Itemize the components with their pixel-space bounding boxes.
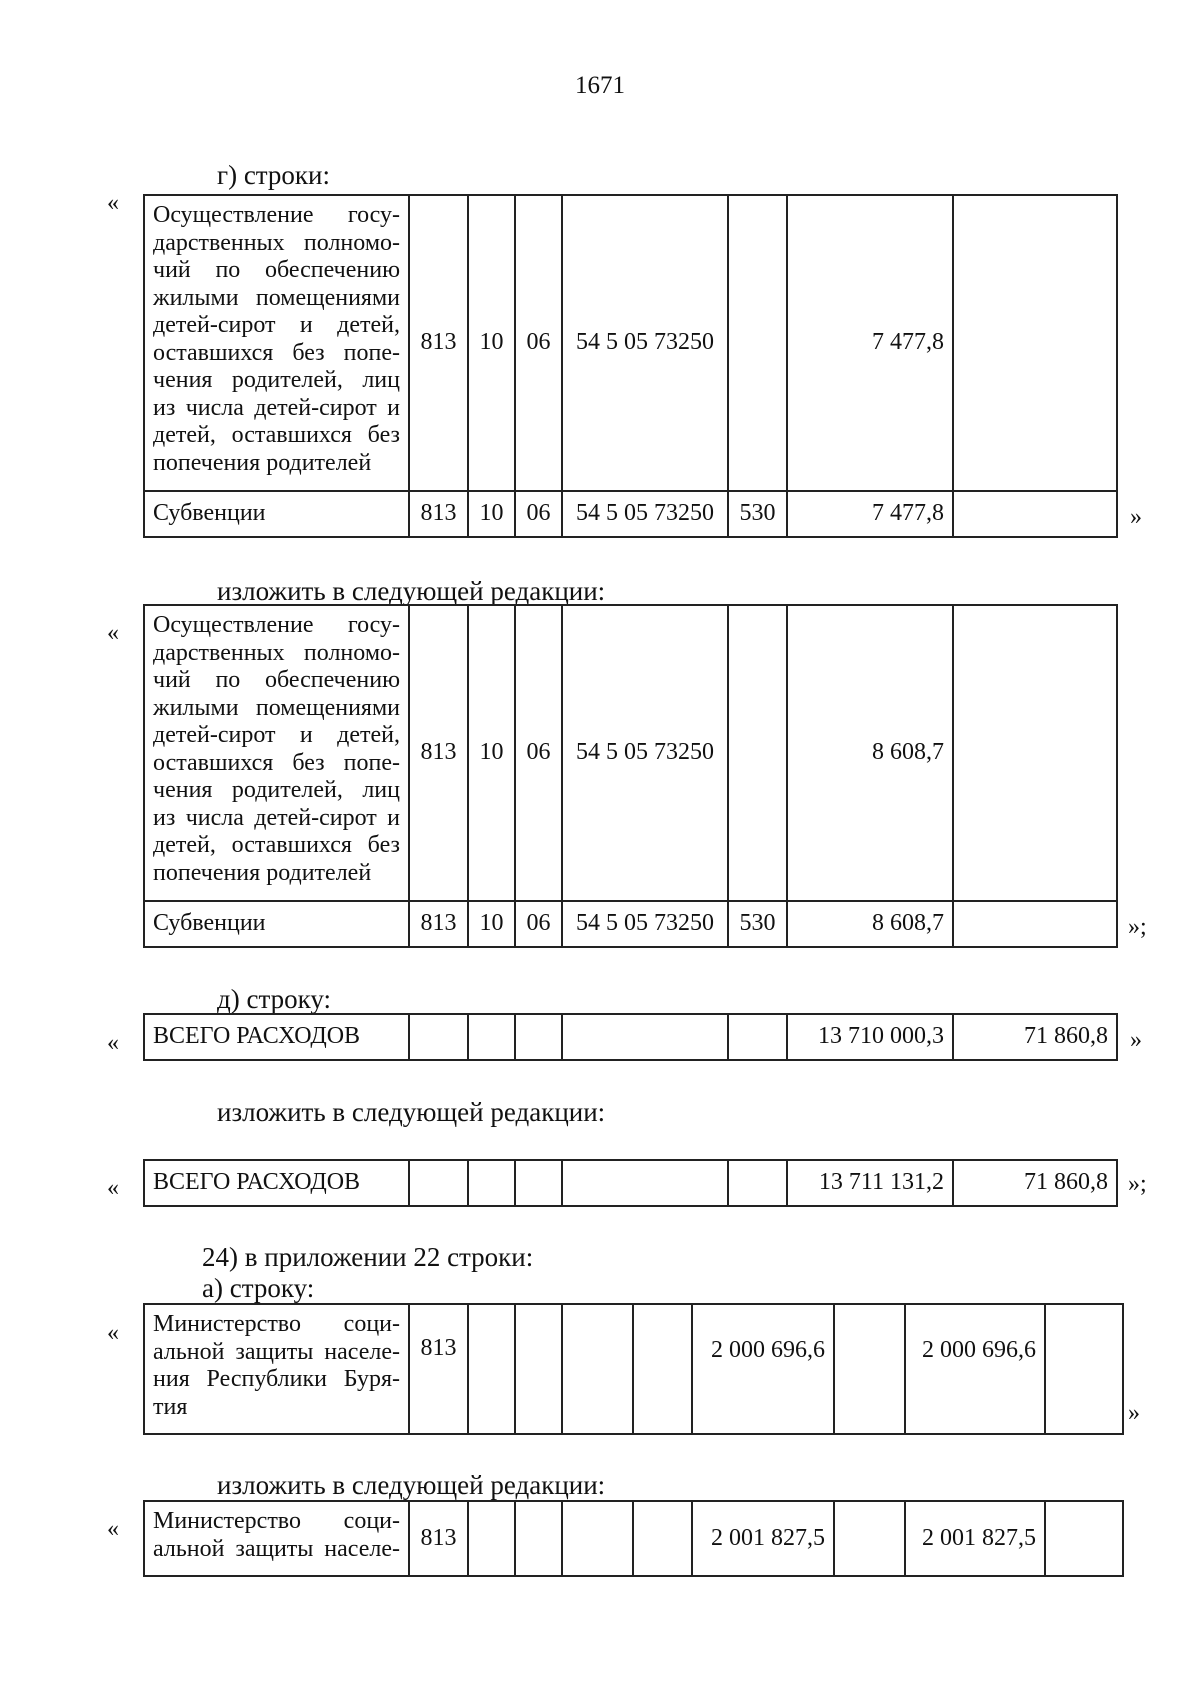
empty-cell [468,1014,515,1060]
name-line: альной защиты населе- [153,1535,400,1562]
name-line: Министерство соци- [153,1311,400,1337]
sum1-cell: 13 711 131,2 [787,1160,953,1206]
empty-cell [633,1304,692,1434]
sum1-cell: 2 000 696,6 [692,1304,834,1434]
table-row [144,491,1117,537]
empty-cell [562,1501,633,1576]
empty-cell [515,1014,562,1060]
empty-cell [1045,1304,1123,1434]
name-line: оставшихся без попе- [153,339,400,366]
sum2-cell: 71 860,8 [953,1160,1117,1206]
csr-cell: 54 5 05 73250 [562,491,728,537]
csr-cell: 54 5 05 73250 [562,195,728,491]
row-name-cell: Субвенции [144,491,409,537]
table-row [144,1304,1123,1434]
sum1-cell: 7 477,8 [787,491,953,537]
sum2-cell: 2 000 696,6 [905,1304,1045,1434]
table-g-original [143,194,1118,538]
table-row [144,1014,1117,1060]
row-name-cell [144,605,409,901]
name-line: дарственных полномо- [153,639,400,666]
grbs-cell: 813 [409,901,468,947]
name-line: из числа детей-сирот и [153,394,400,421]
vr-cell [728,195,787,491]
name-line: попечения родителей [153,859,372,886]
empty-cell [562,1014,728,1060]
rz-cell: 10 [468,195,515,491]
empty-cell [409,1160,468,1206]
table-row [144,605,1117,901]
table-row [144,1501,1123,1576]
name-line: детей, оставшихся без [153,832,400,858]
empty-cell [633,1501,692,1576]
grbs-cell: 813 [409,605,468,901]
section-heading-edit: изложить в следующей редакции: [217,576,606,606]
sum1-cell: 7 477,8 [787,195,953,491]
sum1-cell: 8 608,7 [787,901,953,947]
table-a-new [143,1500,1124,1577]
pr-cell: 06 [515,491,562,537]
open-quote: « [107,620,119,646]
sum2-cell [953,605,1117,901]
table-d-new [143,1159,1118,1207]
empty-cell [515,1160,562,1206]
name-line: детей, оставшихся без [153,422,400,448]
table-g-new [143,604,1118,948]
section-heading-edit: изложить в следующей редакции: [217,1470,606,1500]
grbs-cell: 813 [409,195,468,491]
table-row [144,901,1117,947]
empty-cell [562,1160,728,1206]
empty-cell [468,1160,515,1206]
open-quote: « [107,1175,119,1201]
row-name-cell: ВСЕГО РАСХОДОВ [144,1160,409,1206]
sum1-cell: 8 608,7 [787,605,953,901]
open-quote: « [107,190,119,216]
csr-cell: 54 5 05 73250 [562,901,728,947]
name-line: чения родителей, лиц [153,367,400,393]
grbs-cell: 813 [409,1304,468,1434]
empty-cell [728,1160,787,1206]
name-line: Осуществление госу- [153,612,400,638]
section-heading-a: а) строку: [202,1273,315,1303]
table-row [144,195,1117,491]
empty-cell [834,1501,905,1576]
name-line: попечения родителей [153,449,372,476]
row-name-cell [144,1501,409,1576]
name-line: тия [153,1393,188,1420]
empty-cell [562,1304,633,1434]
name-line: детей-сирот и детей, [153,722,400,748]
rz-cell: 10 [468,605,515,901]
pr-cell: 06 [515,195,562,491]
name-line: жилыми помещениями [153,694,400,721]
vr-cell: 530 [728,491,787,537]
empty-cell [515,1304,562,1434]
vr-cell: 530 [728,901,787,947]
sum2-cell [953,195,1117,491]
close-quote-semicolon: »; [1128,1171,1147,1197]
sum2-cell [953,491,1117,537]
sum2-cell: 2 001 827,5 [905,1501,1045,1576]
table-d-original [143,1013,1118,1061]
sum1-cell: 13 710 000,3 [787,1014,953,1060]
grbs-cell: 813 [409,1501,468,1576]
csr-cell: 54 5 05 73250 [562,605,728,901]
empty-cell [515,1501,562,1576]
name-line: чения родителей, лиц [153,777,400,803]
sum2-cell [953,901,1117,947]
name-line: ния Республики Буря- [153,1366,400,1392]
name-line: из числа детей-сирот и [153,804,400,831]
section-heading-g: г) строки: [217,160,330,190]
page-number: 1671 [575,72,625,99]
grbs-cell: 813 [409,491,468,537]
empty-cell [1045,1501,1123,1576]
section-heading-d: д) строку: [217,984,331,1014]
rz-cell: 10 [468,491,515,537]
row-name-cell: Субвенции [144,901,409,947]
name-line: Осуществление госу- [153,202,400,228]
name-line: чий по обеспечению [153,257,400,283]
sum1-cell: 2 001 827,5 [692,1501,834,1576]
open-quote: « [107,1030,119,1056]
section-heading-24: 24) в приложении 22 строки: [202,1242,534,1272]
table-row [144,1160,1117,1206]
section-heading-edit: изложить в следующей редакции: [217,1097,606,1127]
empty-cell [834,1304,905,1434]
close-quote-semicolon: »; [1128,914,1147,940]
close-quote: » [1130,504,1142,530]
row-name-cell [144,1304,409,1434]
empty-cell [409,1014,468,1060]
empty-cell [468,1501,515,1576]
name-line: дарственных полномо- [153,229,400,256]
name-line: чий по обеспечению [153,667,400,693]
sum2-cell: 71 860,8 [953,1014,1117,1060]
vr-cell [728,605,787,901]
pr-cell: 06 [515,901,562,947]
close-quote: » [1128,1400,1140,1426]
rz-cell: 10 [468,901,515,947]
name-line: жилыми помещениями [153,284,400,311]
name-line: детей-сирот и детей, [153,312,400,338]
name-line: альной защиты населе- [153,1338,400,1365]
name-line: оставшихся без попе- [153,749,400,776]
table-a-original [143,1303,1124,1435]
row-name-cell [144,195,409,491]
open-quote: « [107,1320,119,1346]
empty-cell [728,1014,787,1060]
row-name-cell: ВСЕГО РАСХОДОВ [144,1014,409,1060]
empty-cell [468,1304,515,1434]
name-line: Министерство соци- [153,1508,400,1534]
close-quote: » [1130,1027,1142,1053]
pr-cell: 06 [515,605,562,901]
open-quote: « [107,1516,119,1542]
